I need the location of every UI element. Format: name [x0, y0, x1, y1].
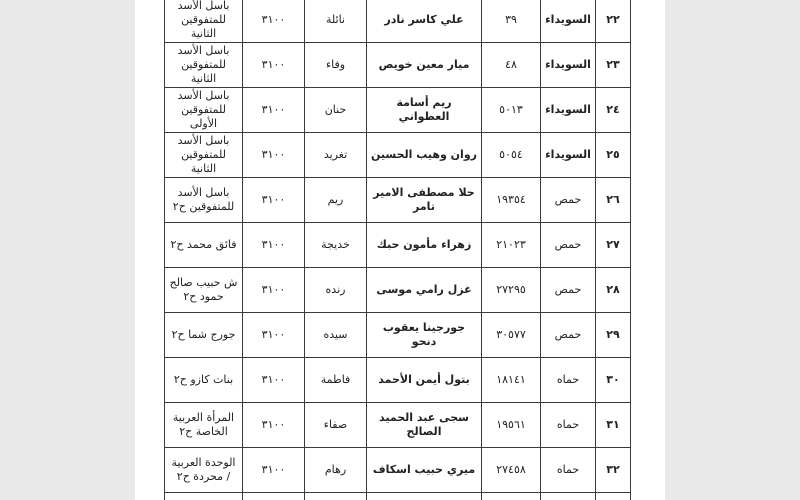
subscription-number-cell: ٢٧٤٥٨ — [482, 448, 541, 493]
governorate-cell: السويداء — [541, 133, 596, 178]
mother-name-cell: رهام — [305, 448, 367, 493]
score-cell: ٣١٠٠ — [243, 88, 305, 133]
subscription-number-cell: ١٩٣٥٤ — [482, 178, 541, 223]
results-table-body — [165, 0, 631, 500]
student-name-cell: حلا مصطفى الامير تامر — [367, 178, 482, 223]
subscription-number-cell: ٢١٠٢٣ — [482, 223, 541, 268]
row-number-cell: ٣٢ — [596, 448, 631, 493]
score-cell: ٣١٠٠ — [243, 358, 305, 403]
governorate-cell: السويداء — [541, 43, 596, 88]
school-cell: بنات كازو ح٢ — [165, 358, 243, 403]
empty-cell — [596, 493, 631, 500]
school-cell: باسل الأسد للمتفوقين الثانية — [165, 43, 243, 88]
row-number-cell: ٢٧ — [596, 223, 631, 268]
mother-name-cell: تغريد — [305, 133, 367, 178]
school-cell: جورج شما ح٢ — [165, 313, 243, 358]
row-number-cell: ٢٩ — [596, 313, 631, 358]
student-name-cell: بتول أيمن الأحمد — [367, 358, 482, 403]
subscription-number-cell: ٢٧٢٩٥ — [482, 268, 541, 313]
empty-cell — [165, 493, 243, 500]
mother-name-cell: وفاء — [305, 43, 367, 88]
score-cell: ٣١٠٠ — [243, 43, 305, 88]
subscription-number-cell: ٣٠٥٧٧ — [482, 313, 541, 358]
results-table — [164, 0, 631, 500]
student-name-cell: روان وهيب الحسين — [367, 133, 482, 178]
school-cell: فائق محمد ح٢ — [165, 223, 243, 268]
score-cell: ٣١٠٠ — [243, 0, 305, 43]
score-cell: ٣١٠٠ — [243, 268, 305, 313]
table-row — [165, 268, 631, 313]
row-number-cell: ٣٠ — [596, 358, 631, 403]
row-number-cell: ٢٨ — [596, 268, 631, 313]
table-row — [165, 88, 631, 133]
empty-cell — [367, 493, 482, 500]
subscription-number-cell: ٥٠٥٤ — [482, 133, 541, 178]
table-row — [165, 313, 631, 358]
student-name-cell: جورجينا يعقوب دنحو — [367, 313, 482, 358]
table-row — [165, 178, 631, 223]
student-name-cell: غزل رامي موسى — [367, 268, 482, 313]
student-name-cell: ميري حبيب اسكاف — [367, 448, 482, 493]
table-row — [165, 223, 631, 268]
school-cell: ش حبيب صالح حمود ح٢ — [165, 268, 243, 313]
row-number-cell: ٢٢ — [596, 0, 631, 43]
student-name-cell: ريم أسامة العطواني — [367, 88, 482, 133]
mother-name-cell: سيده — [305, 313, 367, 358]
table-row — [165, 133, 631, 178]
empty-cell — [482, 493, 541, 500]
empty-cell — [541, 493, 596, 500]
mother-name-cell: ريم — [305, 178, 367, 223]
student-name-cell: علي كاسر نادر — [367, 0, 482, 43]
empty-cell — [305, 493, 367, 500]
table-row — [165, 0, 631, 43]
school-cell: باسل الأسد للمتفوقين ح٢ — [165, 178, 243, 223]
score-cell: ٣١٠٠ — [243, 133, 305, 178]
school-cell: باسل الأسد للمتفوقين الثانية — [165, 133, 243, 178]
governorate-cell: السويداء — [541, 88, 596, 133]
row-number-cell: ٢٦ — [596, 178, 631, 223]
mother-name-cell: صفاء — [305, 403, 367, 448]
governorate-cell: السويداء — [541, 0, 596, 43]
subscription-number-cell: ٥٠١٣ — [482, 88, 541, 133]
mother-name-cell: حنان — [305, 88, 367, 133]
score-cell: ٣١٠٠ — [243, 448, 305, 493]
subscription-number-cell: ١٨١٤١ — [482, 358, 541, 403]
table-row — [165, 448, 631, 493]
score-cell: ٣١٠٠ — [243, 313, 305, 358]
school-cell: الوحدة العربية / محردة ح٢ — [165, 448, 243, 493]
mother-name-cell: نائلة — [305, 0, 367, 43]
governorate-cell: حماه — [541, 358, 596, 403]
table-row-partial — [165, 493, 631, 500]
governorate-cell: حمص — [541, 268, 596, 313]
table-row — [165, 403, 631, 448]
mother-name-cell: فاطمة — [305, 358, 367, 403]
row-number-cell: ٢٤ — [596, 88, 631, 133]
governorate-cell: حماه — [541, 448, 596, 493]
governorate-cell: حماه — [541, 403, 596, 448]
governorate-cell: حمص — [541, 313, 596, 358]
document-page — [135, 0, 665, 500]
school-cell: باسل الأسد للمتفوقين الأولى — [165, 88, 243, 133]
mother-name-cell: رنده — [305, 268, 367, 313]
subscription-number-cell: ١٩٥٦١ — [482, 403, 541, 448]
row-number-cell: ٢٥ — [596, 133, 631, 178]
governorate-cell: حمص — [541, 178, 596, 223]
subscription-number-cell: ٣٩ — [482, 0, 541, 43]
table-row — [165, 43, 631, 88]
score-cell: ٣١٠٠ — [243, 223, 305, 268]
score-cell: ٣١٠٠ — [243, 403, 305, 448]
score-cell: ٣١٠٠ — [243, 178, 305, 223]
governorate-cell: حمص — [541, 223, 596, 268]
student-name-cell: ميار معين خويص — [367, 43, 482, 88]
table-row — [165, 358, 631, 403]
row-number-cell: ٢٣ — [596, 43, 631, 88]
school-cell: المرأة العربية الخاصة ح٢ — [165, 403, 243, 448]
student-name-cell: سجى عبد الحميد الصالح — [367, 403, 482, 448]
empty-cell — [243, 493, 305, 500]
mother-name-cell: خديجة — [305, 223, 367, 268]
school-cell: باسل الأسد للمتفوقين الثانية — [165, 0, 243, 43]
subscription-number-cell: ٤٨ — [482, 43, 541, 88]
student-name-cell: زهراء مأمون حبك — [367, 223, 482, 268]
row-number-cell: ٣١ — [596, 403, 631, 448]
